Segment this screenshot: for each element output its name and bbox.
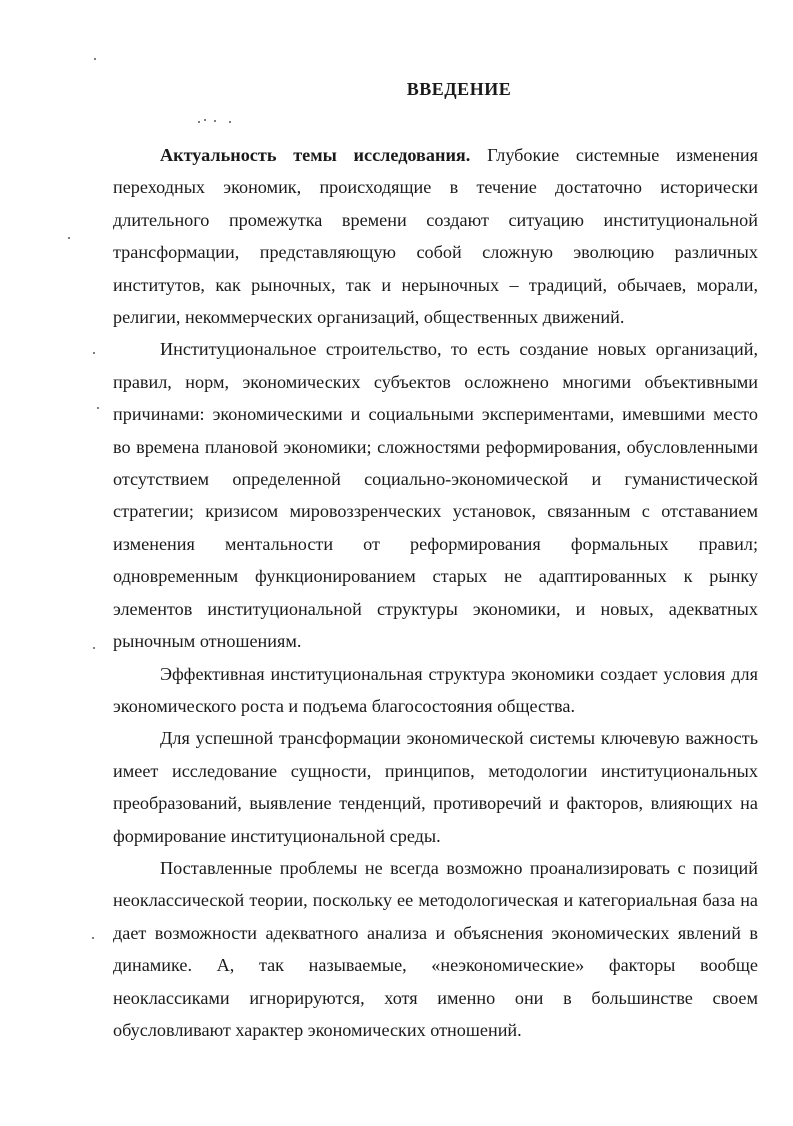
paragraph-text: Поставленные проблемы не всегда возможно проанализировать с позиций неоклассической теории, поскольку ее методологическая и категориальная база на дает возможности адекватного анализа и объяснения экономических явлений в динамике. А, так называемые, «неэкономические» факторы вообще неоклассиками игнорируются, хотя именно они в большинстве своем обусловливают характер экономических отношений. <box>113 857 758 1040</box>
scan-speck <box>229 121 231 123</box>
scan-speck <box>92 937 94 939</box>
paragraph-text: Институциональное строительство, то есть создание новых организаций, правил, норм, экономических субъектов осложнено многими объективными причинами: экономическими и социальными экспериментами, имевшими место во времена плановой экономики; сложностями реформирования, обусловленными отсутствием определенной социально-экономической и гуманистической стратегии; кризисом мировоззренческих установок, связанным с отставанием изменения ментальности от реформирования формальных правил; одновременным функционированием старых не адаптированных к рынку элементов институциональной структуры экономики, и новых, адекватных рыночным отношениям. <box>113 339 758 652</box>
paragraph-text: Эффективная институциональная структура экономики создает условия для экономического роста и подъема благосостояния общества. <box>113 663 758 716</box>
paragraph-transformation <box>113 722 758 852</box>
scan-speck <box>68 237 70 239</box>
scan-speck <box>198 121 200 123</box>
paragraph-lead: Актуальность темы исследования. <box>160 145 471 165</box>
paragraph-effective-structure <box>113 658 758 723</box>
scan-speck <box>93 352 95 354</box>
paragraph-text: Глубокие системные изменения переходных экономик, происходящие в течение достаточно исторически длительного промежутка времени создают ситуацию институциональной трансформации, представляющую собой сложную эволюцию различных институтов, как рыночных, так и нерыночных – традиций, обычаев, морали, религии, некоммерческих организаций, общественных движений. <box>113 145 758 328</box>
document-body <box>113 139 758 1046</box>
paragraph-text: Для успешной трансформации экономической системы ключевую важность имеет исследование сущности, принципов, методологии институциональных преобразований, выявление тенденций, противоречий и факторов, влияющих на формирование институциональной среды. <box>113 728 758 846</box>
scan-speck <box>214 120 216 122</box>
paragraph-problems <box>113 852 758 1046</box>
scan-speck <box>204 119 206 121</box>
scan-speck <box>93 647 95 649</box>
scan-speck <box>94 58 96 60</box>
page-title: ВВЕДЕНИЕ <box>406 79 512 99</box>
paragraph-institutional-building <box>113 333 758 657</box>
paragraph-relevance <box>113 139 758 333</box>
scan-speck <box>97 407 99 409</box>
